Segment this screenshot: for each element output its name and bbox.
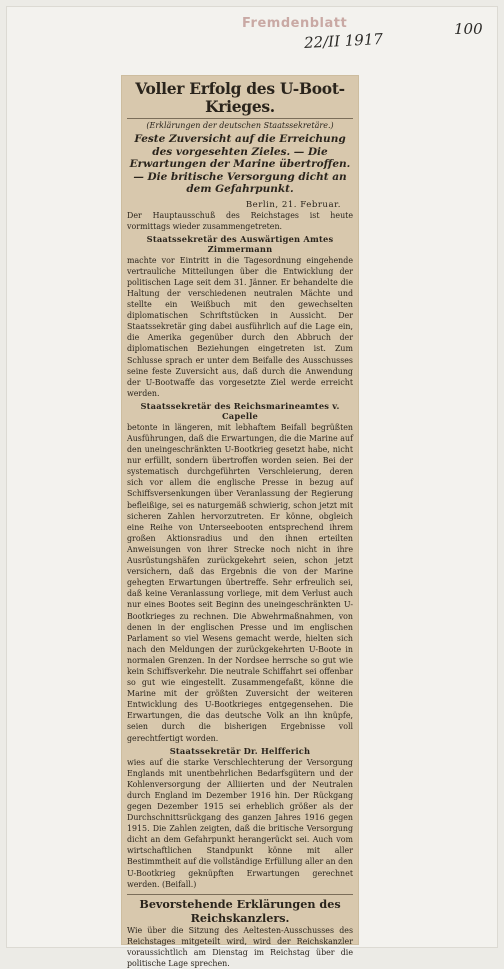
intro-paragraph: Der Hauptausschuß des Reichstages ist heute vormittags wieder zusammengetreten. <box>127 210 353 231</box>
newspaper-clipping <box>122 76 358 969</box>
subhead: Feste Zuversicht auf die Erreichung des vorgesehten Zieles. — Die Erwartungen der Marine übertroffen. — Die britische Versorgung dicht an dem Gefahrpunkt. <box>129 133 351 195</box>
speaker-helfferich: Staatssekretär Dr. Helfferich <box>169 745 311 756</box>
closing-paragraph: Wie über die Sitzung des Aeltesten-Ausschusses des Reichstages mitgeteilt wird, wird der Reichskanzler voraussichtlich am Dienstag im Reichstag über die politische Lage sprechen. <box>127 925 353 969</box>
paragraph-capelle: betonte in längeren, mit lebhaftem Beifall begrüßten Ausführungen, daß die Erwartungen, die die Marine auf den uneingeschränkten U-Bootkrieg gesetzt habe, nicht nur erfüllt, sondern übertroffen worden seien. Bei der systematisch durchgeführten Verschleierung, deren sich vor allem die englische Presse in bezug auf Schiffsversenkungen über Veranlassung der Regierung befleißige, sei es naturgemäß schwierig, schon jetzt mit sicheren Zahlen hervorzutreten. Er könne, obgleich eine Reihe von Unterseebooten entsprechend ihrem großen Aktionsradius und den ihnen erteilten Anweisungen von ihrer Strecke noch nicht in ihre Ausrüstungshäfen zurückgekehrt seien, schon jetzt versichern, daß das Ergebnis die von der Marine gehegten Erwartungen übertreffe. Sehr erfreulich sei, daß keine Veranlassung vorliege, mit dem Verlust auch nur eines Bootes seit Beginn des uneingeschränkten U-Bootkrieges zu rechnen. Die Abwehrmaßnahmen, von denen in der englischen Presse und im englischen Parlament so viel Wesens gemacht werde, hielten sich nach den Meldungen der zurückgekehrten U-Boote in normalen Grenzen. In der Nordsee herrsche so gut wie kein Schiffsverkehr. Die neutrale Schiffahrt sei offenbar so gut wie eingestellt. Zusammengefaßt, könne die Marine mit der größten Zuversicht der weiteren Entwicklung des U-Bootkrieges entgegensehen. Die Erwartungen, die das deutsche Volk an ihn knüpfe, seien durch die bisherigen Ergebnisse voll gerechtfertigt worden. <box>127 422 353 743</box>
headline: Voller Erfolg des U-Boot-Krieges. <box>127 80 353 119</box>
paragraph-helfferich: wies auf die starke Verschlechterung der Versorgung Englands mit unentbehrlichen Bedarfsgütern und der Kohlenversorgung der Alliierten und der Neutralen durch England im Dezember 1916 hin. Der Rückgang gegen Dezember 1915 sei erheblich größer als der Durchschnittsrückgang des ganzen Jahres 1916 gegen 1915. Die Zahlen zeigten, daß die britische Versorgung dicht an dem Gefahrpunkt herangerückt sei. Auch vom wirtschaftlichen Standpunkt könne mit aller Bestimmtheit auf die vollständige Erfüllung aller an den U-Bootkrieg geknüpften Erwartungen gerechnet werden. (Beifall.) <box>127 757 353 889</box>
archive-stamp: Fremdenblatt <box>242 16 348 31</box>
handwritten-date: 22/II 1917 <box>303 29 384 53</box>
speaker-capelle: Staatssekretär des Reichsmarineamtes v. Capelle <box>140 400 340 421</box>
speaker-zimmermann: Staatssekretär des Auswärtigen Amtes Zimmermann <box>146 233 334 254</box>
subtitle: (Erklärungen der deutschen Staatssekretäre.) <box>146 121 334 130</box>
handwritten-number: 100 <box>454 20 483 38</box>
dateline: Berlin, 21. Februar. <box>245 199 341 210</box>
second-headline: Bevorstehende Erklärungen des Reichskanzlers. <box>127 894 353 925</box>
paragraph-zimmermann: machte vor Eintritt in die Tagesordnung eingehende vertrauliche Mitteilungen über die Entwicklung der politischen Lage seit dem 31. Jänner. Er behandelte die Haltung der verschiedenen neutralen Mächte und stellte ein Weißbuch mit den gewechselten diplomatischen Schriftstücken in Aussicht. Der Staatssekretär ging dabei ausführlich auf die Lage ein, die Amerika gegenüber durch den Abbruch der diplomatischen Beziehungen eingetreten ist. Zum Schlusse sprach er unter dem Beifalle des Ausschusses seine feste Zuversicht aus, daß durch die Anwendung der U-Bootwaffe das vorgesetzte Ziel werde erreicht werden. <box>127 255 353 398</box>
